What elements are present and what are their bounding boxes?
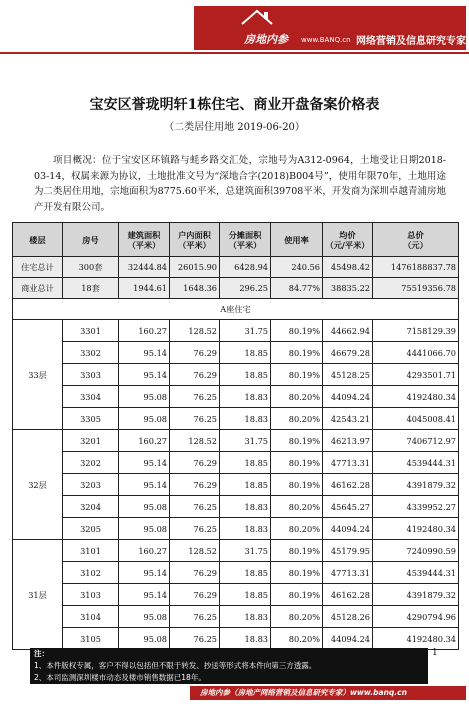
room-number: 3305 [63, 408, 119, 430]
usage-rate: 80.20% [271, 628, 323, 650]
usage-rate: 80.20% [271, 496, 323, 518]
summary-usage-rate: 84.77% [271, 278, 323, 299]
shared-area: 18.85 [220, 474, 271, 496]
total-price: 4192480.34 [373, 386, 459, 408]
table-row [13, 320, 459, 342]
total-price: 4192480.34 [373, 628, 459, 650]
column-header: 户内面积 （平米） [170, 223, 220, 257]
total-price: 4290794.96 [373, 606, 459, 628]
average-price: 45128.26 [323, 606, 373, 628]
shared-area: 18.83 [220, 408, 271, 430]
total-price: 4441066.70 [373, 342, 459, 364]
summary-area: 1944.61 [119, 278, 170, 299]
average-price: 42543.21 [323, 408, 373, 430]
room-number: 3101 [63, 540, 119, 562]
room-number: 3302 [63, 342, 119, 364]
summary-row [13, 257, 459, 278]
table-row [13, 364, 459, 386]
table-row [13, 518, 459, 540]
usage-rate: 80.20% [271, 408, 323, 430]
usage-rate: 80.19% [271, 452, 323, 474]
average-price: 44094.24 [323, 518, 373, 540]
total-price: 4045008.41 [373, 408, 459, 430]
header-banner [194, 6, 466, 50]
building-area: 95.14 [119, 364, 170, 386]
average-price: 45128.25 [323, 364, 373, 386]
table-row [13, 540, 459, 562]
column-header: 楼层 [13, 223, 63, 257]
summary-avg-price: 45498.42 [323, 257, 373, 278]
page-subtitle: （二类居住用地 2019-06-20） [164, 122, 305, 133]
table-row [13, 628, 459, 650]
usage-rate: 80.19% [271, 430, 323, 452]
shared-area: 18.83 [220, 386, 271, 408]
inner-area: 128.52 [170, 540, 220, 562]
page-title: 宝安区誉珑明轩1栋住宅、商业开盘备案价格表 [89, 97, 380, 113]
summary-total-price: 1476188837.78 [373, 257, 459, 278]
room-number: 3304 [63, 386, 119, 408]
inner-area: 76.29 [170, 364, 220, 386]
inner-area: 76.25 [170, 606, 220, 628]
total-price: 7240990.59 [373, 540, 459, 562]
average-price: 46679.28 [323, 342, 373, 364]
room-number: 3103 [63, 584, 119, 606]
column-header: 建筑面积 （平米） [119, 223, 170, 257]
total-price: 4391879.32 [373, 474, 459, 496]
building-area: 95.08 [119, 628, 170, 650]
building-area: 95.08 [119, 606, 170, 628]
note-heading: 注： [34, 649, 49, 658]
summary-count: 18套 [63, 278, 119, 299]
usage-rate: 80.19% [271, 364, 323, 386]
room-number: 3301 [63, 320, 119, 342]
room-number: 3203 [63, 474, 119, 496]
summary-share-area: 6428.94 [220, 257, 271, 278]
floor-label: 33层 [13, 320, 63, 430]
banner-title: 网络营销及信息研究专家 [356, 36, 466, 47]
total-price: 4391879.32 [373, 584, 459, 606]
inner-area: 128.52 [170, 430, 220, 452]
room-number: 3205 [63, 518, 119, 540]
logo-text: 房地内参 [244, 33, 288, 46]
table-row [13, 430, 459, 452]
shared-area: 18.85 [220, 584, 271, 606]
summary-share-area: 296.25 [220, 278, 271, 299]
building-area: 95.08 [119, 386, 170, 408]
logo-url: www.BANQ.cn [301, 36, 351, 44]
inner-area: 76.29 [170, 562, 220, 584]
average-price: 44094.24 [323, 386, 373, 408]
inner-area: 76.29 [170, 584, 220, 606]
summary-count: 300套 [63, 257, 119, 278]
building-area: 160.27 [119, 540, 170, 562]
footer-note [30, 648, 428, 684]
room-number: 3102 [63, 562, 119, 584]
summary-label: 住宅总计 [13, 257, 63, 278]
footer-bar: 房地内参（房地产网络营销及信息研究专家）www.banq.cn [190, 686, 466, 700]
summary-inner-area: 26015.90 [170, 257, 220, 278]
column-header: 均价 （元/平米） [323, 223, 373, 257]
table-row [13, 584, 459, 606]
table-row [13, 496, 459, 518]
average-price: 46162.28 [323, 474, 373, 496]
building-area: 95.14 [119, 452, 170, 474]
inner-area: 76.25 [170, 518, 220, 540]
total-price: 4339952.27 [373, 496, 459, 518]
inner-area: 76.25 [170, 386, 220, 408]
shared-area: 18.83 [220, 628, 271, 650]
inner-area: 76.29 [170, 342, 220, 364]
summary-usage-rate: 240.56 [271, 257, 323, 278]
average-price: 46213.97 [323, 430, 373, 452]
usage-rate: 80.20% [271, 518, 323, 540]
inner-area: 76.25 [170, 496, 220, 518]
page-number: 1 [432, 648, 438, 658]
usage-rate: 80.19% [271, 540, 323, 562]
floor-label: 32层 [13, 430, 63, 540]
table-row [13, 386, 459, 408]
table-row [13, 562, 459, 584]
table-row [13, 342, 459, 364]
building-area: 95.08 [119, 496, 170, 518]
usage-rate: 80.19% [271, 584, 323, 606]
table-header-row [13, 223, 459, 257]
room-number: 3202 [63, 452, 119, 474]
room-number: 3104 [63, 606, 119, 628]
section-label: A座住宅 [13, 299, 459, 320]
building-area: 160.27 [119, 320, 170, 342]
room-number: 3303 [63, 364, 119, 386]
building-area: 95.08 [119, 408, 170, 430]
shared-area: 18.85 [220, 562, 271, 584]
column-header: 分摊面积 （平米） [220, 223, 271, 257]
usage-rate: 80.19% [271, 474, 323, 496]
usage-rate: 80.20% [271, 386, 323, 408]
summary-inner-area: 1648.36 [170, 278, 220, 299]
shared-area: 31.75 [220, 540, 271, 562]
column-header: 总价 （元） [373, 223, 459, 257]
room-number: 3204 [63, 496, 119, 518]
building-area: 95.14 [119, 342, 170, 364]
header-rule [0, 52, 469, 54]
average-price: 45179.95 [323, 540, 373, 562]
price-table [12, 222, 459, 650]
usage-rate: 80.20% [271, 606, 323, 628]
summary-area: 32444.84 [119, 257, 170, 278]
room-number: 3201 [63, 430, 119, 452]
table-row [13, 606, 459, 628]
total-price: 7406712.97 [373, 430, 459, 452]
average-price: 46162.28 [323, 584, 373, 606]
total-price: 4293501.71 [373, 364, 459, 386]
room-number: 3105 [63, 628, 119, 650]
building-area: 95.14 [119, 474, 170, 496]
summary-row [13, 278, 459, 299]
floor-label: 31层 [13, 540, 63, 650]
average-price: 44662.94 [323, 320, 373, 342]
section-row [13, 299, 459, 320]
building-area: 160.27 [119, 430, 170, 452]
total-price: 7158129.39 [373, 320, 459, 342]
shared-area: 31.75 [220, 320, 271, 342]
inner-area: 76.25 [170, 408, 220, 430]
note-line-2: 2、本司监测深圳楼市动态及楼市销售数据已18年。 [34, 673, 206, 682]
column-header: 使用率 [271, 223, 323, 257]
table-row [13, 474, 459, 496]
shared-area: 18.83 [220, 606, 271, 628]
usage-rate: 80.19% [271, 320, 323, 342]
average-price: 47713.31 [323, 452, 373, 474]
summary-avg-price: 38835.22 [323, 278, 373, 299]
shared-area: 18.85 [220, 452, 271, 474]
shared-area: 18.85 [220, 342, 271, 364]
building-area: 95.14 [119, 562, 170, 584]
usage-rate: 80.19% [271, 342, 323, 364]
summary-label: 商业总计 [13, 278, 63, 299]
shared-area: 18.83 [220, 496, 271, 518]
building-area: 95.14 [119, 584, 170, 606]
building-area: 95.08 [119, 518, 170, 540]
inner-area: 128.52 [170, 320, 220, 342]
average-price: 44094.24 [323, 628, 373, 650]
table-row [13, 452, 459, 474]
total-price: 4539444.31 [373, 562, 459, 584]
average-price: 47713.31 [323, 562, 373, 584]
inner-area: 76.25 [170, 628, 220, 650]
house-logo-icon [202, 8, 312, 26]
summary-total-price: 75519356.78 [373, 278, 459, 299]
inner-area: 76.29 [170, 452, 220, 474]
total-price: 4192480.34 [373, 518, 459, 540]
shared-area: 18.85 [220, 364, 271, 386]
usage-rate: 80.19% [271, 562, 323, 584]
note-line-1: 1、本件版权专属，客户不得以包括但不限于转发、抄送等形式将本件向第三方透露。 [34, 661, 317, 670]
project-overview: 项目概况：位于宝安区环镇路与蚝乡路交汇处，宗地号为A312-0964，土地受让日期2018-03-14，权属来源为协议，土地批准文号为“深地合字(2018)B004号”，使用年限70年，土地用途为二类居住用地，宗地面积为8775.60平米，总建筑面积39708平米，开发商为深圳卓越青浦房地产开发有限公司。 [34, 155, 446, 213]
shared-area: 31.75 [220, 430, 271, 452]
shared-area: 18.83 [220, 518, 271, 540]
average-price: 45645.27 [323, 496, 373, 518]
total-price: 4539444.31 [373, 452, 459, 474]
table-row [13, 408, 459, 430]
inner-area: 76.29 [170, 474, 220, 496]
column-header: 房号 [63, 223, 119, 257]
